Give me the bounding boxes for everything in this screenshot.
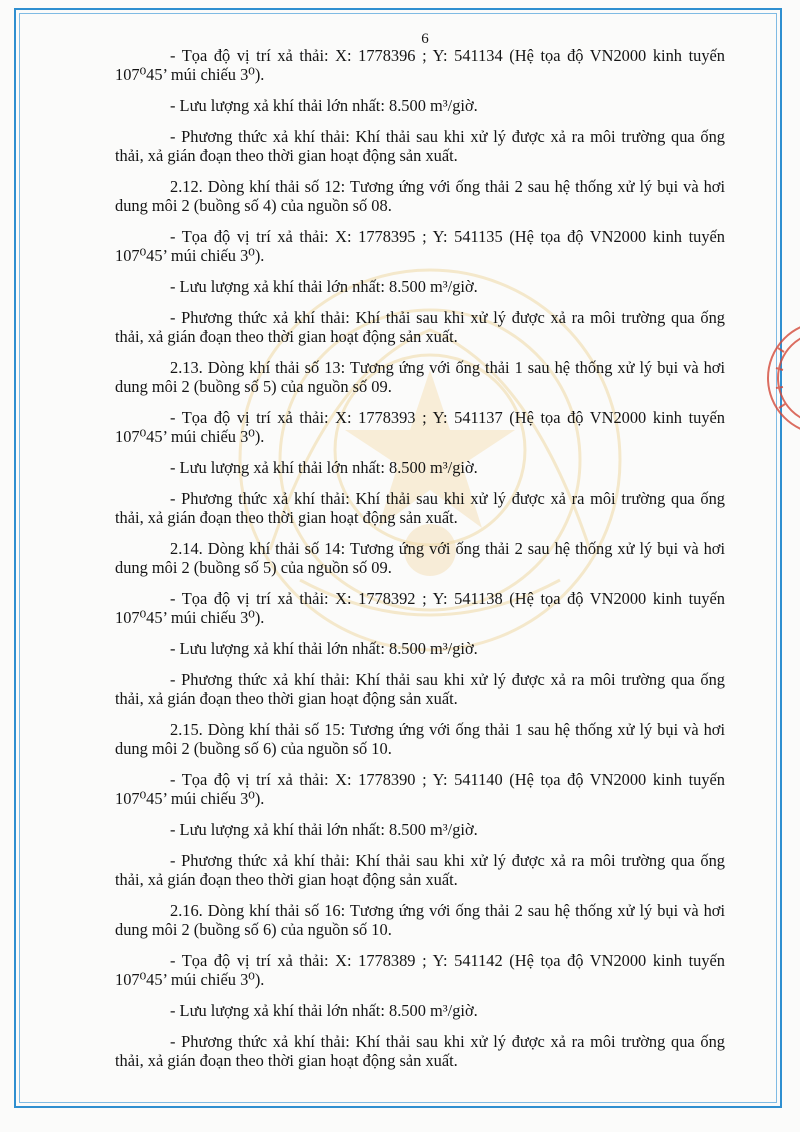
paragraph: - Tọa độ vị trí xả thải: X: 1778396 ; Y: 541134 (Hệ tọa độ VN2000 kinh tuyến 107⁰45’ múi chiếu 3⁰). — [115, 46, 725, 84]
paragraph: - Tọa độ vị trí xả thải: X: 1778389 ; Y: 541142 (Hệ tọa độ VN2000 kinh tuyến 107⁰45’ múi chiếu 3⁰). — [115, 951, 725, 989]
section-heading-2-14: 2.14. Dòng khí thải số 14: Tương ứng với ống thải 2 sau hệ thống xử lý bụi và hơi dung môi 2 (buồng số 5) của nguồn số 09. — [115, 539, 725, 577]
paragraph: - Lưu lượng xả khí thải lớn nhất: 8.500 m³/giờ. — [170, 96, 478, 115]
paragraph: - Phương thức xả khí thải: Khí thải sau khi xử lý được xả ra môi trường qua ống thải, xả gián đoạn theo thời gian hoạt động sản xuất. — [115, 489, 725, 527]
section-heading-2-13: 2.13. Dòng khí thải số 13: Tương ứng với ống thải 1 sau hệ thống xử lý bụi và hơi dung môi 2 (buồng số 5) của nguồn số 09. — [115, 358, 725, 396]
red-seal-stamp — [764, 318, 800, 438]
section-heading-2-12: 2.12. Dòng khí thải số 12: Tương ứng với ống thải 2 sau hệ thống xử lý bụi và hơi dung môi 2 (buồng số 4) của nguồn số 08. — [115, 177, 725, 215]
paragraph: - Phương thức xả khí thải: Khí thải sau khi xử lý được xả ra môi trường qua ống thải, xả gián đoạn theo thời gian hoạt động sản xuất. — [115, 670, 725, 708]
paragraph: - Tọa độ vị trí xả thải: X: 1778393 ; Y: 541137 (Hệ tọa độ VN2000 kinh tuyến 107⁰45’ múi chiếu 3⁰). — [115, 408, 725, 446]
paragraph: - Lưu lượng xả khí thải lớn nhất: 8.500 m³/giờ. — [170, 820, 478, 839]
paragraph: - Phương thức xả khí thải: Khí thải sau khi xử lý được xả ra môi trường qua ống thải, xả gián đoạn theo thời gian hoạt động sản xuất. — [115, 851, 725, 889]
paragraph: - Lưu lượng xả khí thải lớn nhất: 8.500 m³/giờ. — [170, 639, 478, 658]
paragraph: - Lưu lượng xả khí thải lớn nhất: 8.500 m³/giờ. — [170, 1001, 478, 1020]
paragraph: - Phương thức xả khí thải: Khí thải sau khi xử lý được xả ra môi trường qua ống thải, xả gián đoạn theo thời gian hoạt động sản xuất. — [115, 308, 725, 346]
paragraph: - Lưu lượng xả khí thải lớn nhất: 8.500 m³/giờ. — [170, 458, 478, 477]
paragraph: - Lưu lượng xả khí thải lớn nhất: 8.500 m³/giờ. — [170, 277, 478, 296]
page-number: 6 — [421, 31, 429, 47]
paragraph: - Tọa độ vị trí xả thải: X: 1778390 ; Y: 541140 (Hệ tọa độ VN2000 kinh tuyến 107⁰45’ múi chiếu 3⁰). — [115, 770, 725, 808]
document-body — [115, 46, 725, 1082]
section-heading-2-15: 2.15. Dòng khí thải số 15: Tương ứng với ống thải 1 sau hệ thống xử lý bụi và hơi dung môi 2 (buồng số 6) của nguồn số 10. — [115, 720, 725, 758]
section-heading-2-16: 2.16. Dòng khí thải số 16: Tương ứng với ống thải 2 sau hệ thống xử lý bụi và hơi dung môi 2 (buồng số 6) của nguồn số 10. — [115, 901, 725, 939]
paragraph: - Tọa độ vị trí xả thải: X: 1778392 ; Y: 541138 (Hệ tọa độ VN2000 kinh tuyến 107⁰45’ múi chiếu 3⁰). — [115, 589, 725, 627]
paragraph: - Tọa độ vị trí xả thải: X: 1778395 ; Y: 541135 (Hệ tọa độ VN2000 kinh tuyến 107⁰45’ múi chiếu 3⁰). — [115, 227, 725, 265]
paragraph: - Phương thức xả khí thải: Khí thải sau khi xử lý được xả ra môi trường qua ống thải, xả gián đoạn theo thời gian hoạt động sản xuất. — [115, 127, 725, 165]
paragraph: - Phương thức xả khí thải: Khí thải sau khi xử lý được xả ra môi trường qua ống thải, xả gián đoạn theo thời gian hoạt động sản xuất. — [115, 1032, 725, 1070]
